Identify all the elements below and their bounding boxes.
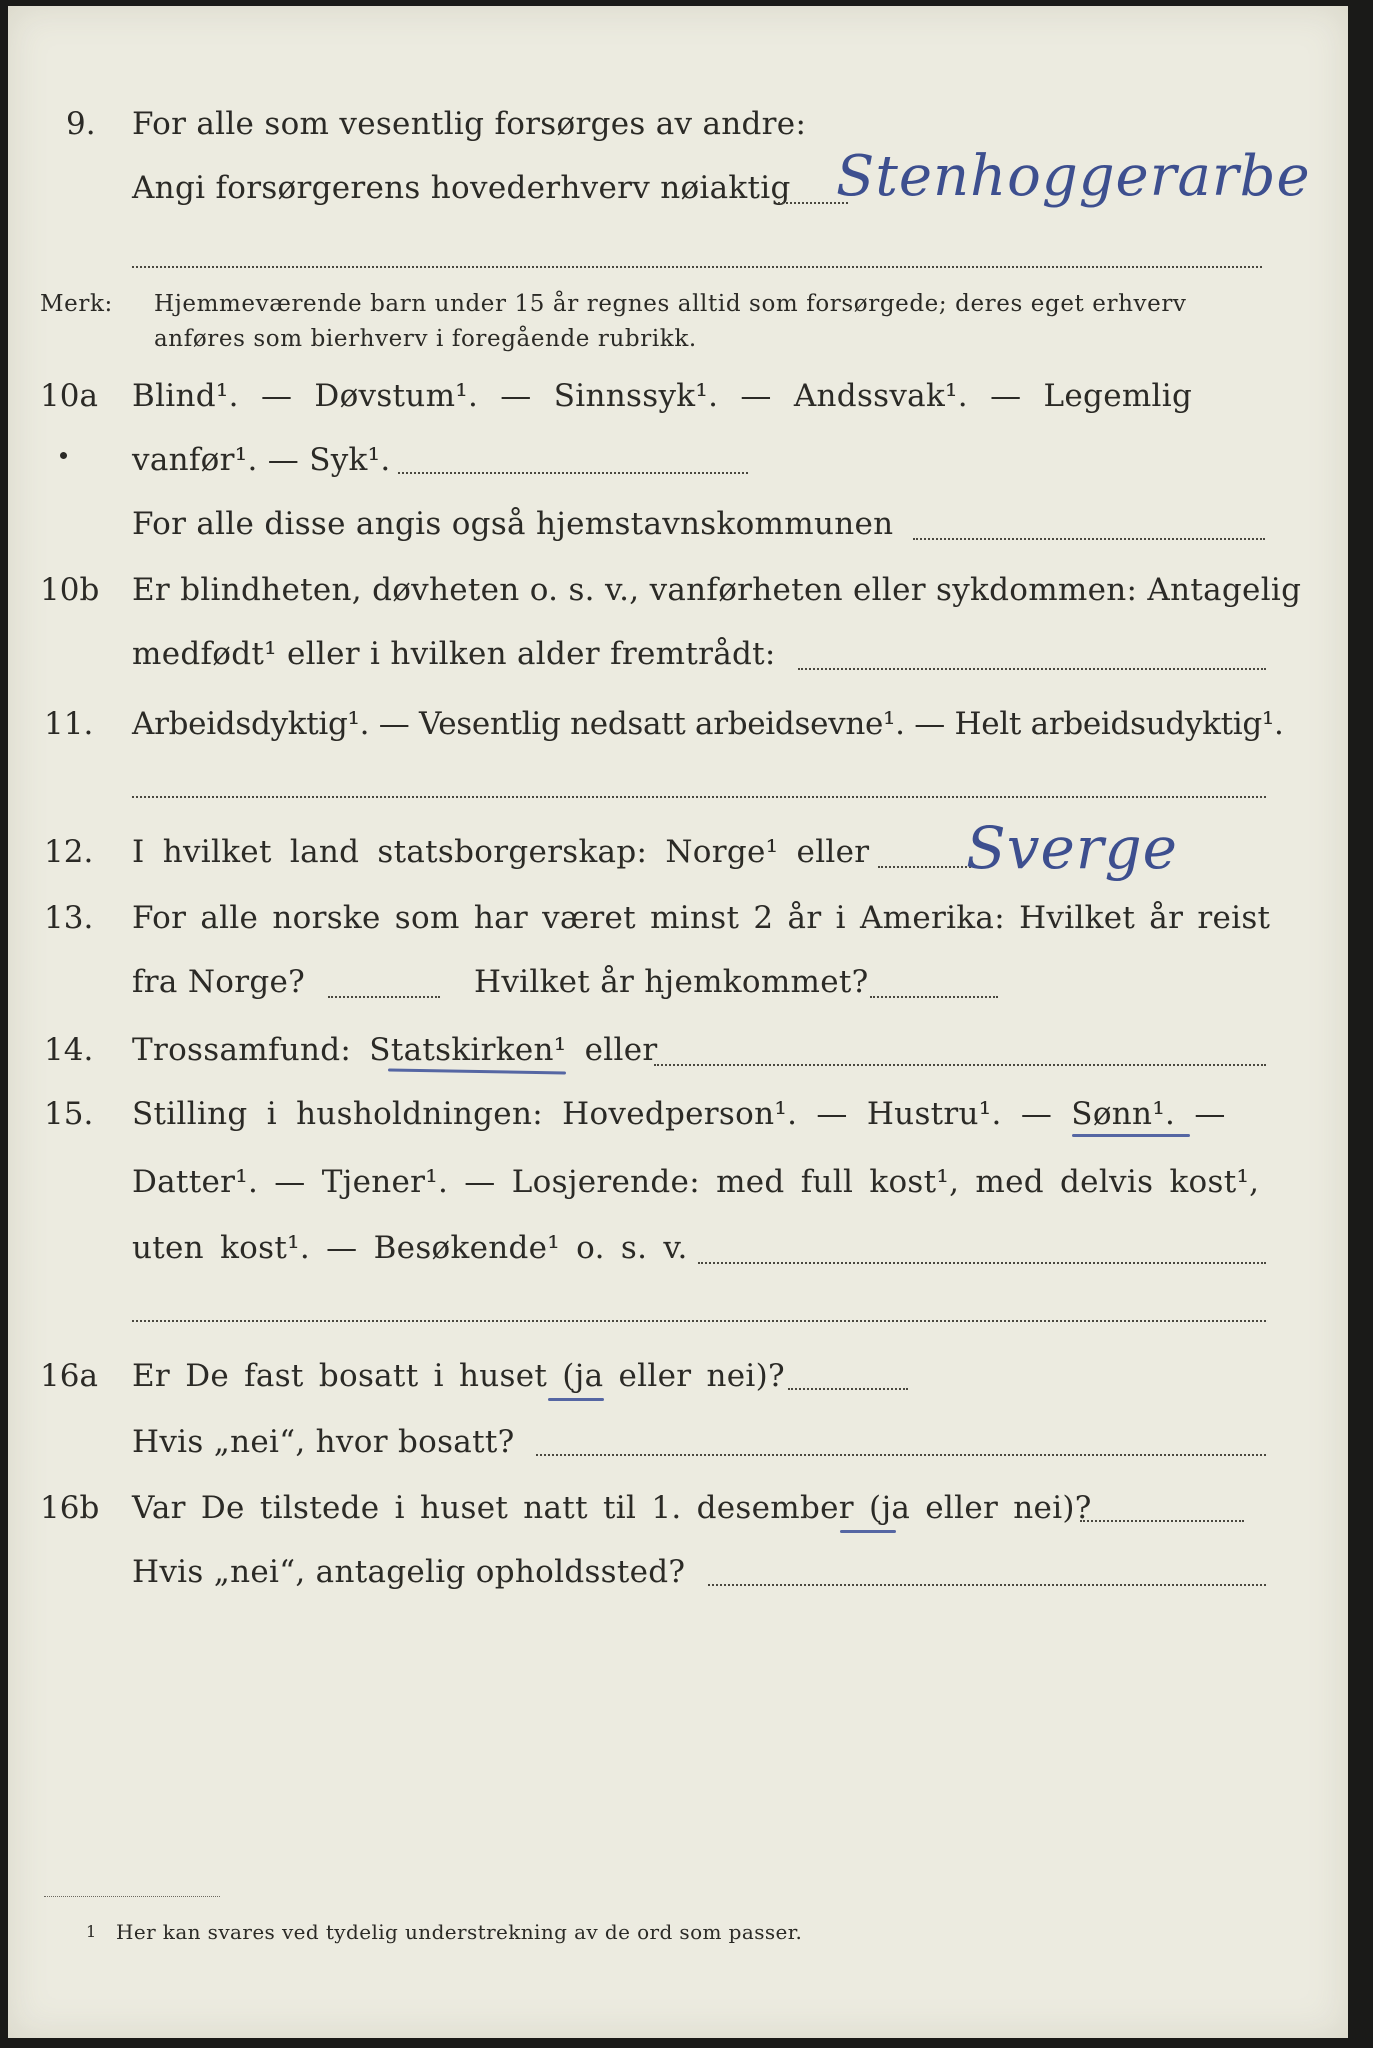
q14-line1: Trossamfund: Statskirken¹ eller <box>132 1032 658 1068</box>
q10b-line1: Er blindheten, døvheten o. s. v., vanførheten eller sykdommen: Antagelig <box>132 572 1302 608</box>
q12-number: 12. <box>44 834 94 870</box>
footnote-text: Her kan svares ved tydelig understrekning av de ord som passer. <box>116 1920 803 1944</box>
q15-underline-sonn <box>1072 1134 1190 1137</box>
q16a-underline-ja <box>548 1398 604 1401</box>
q16b-line1-dots <box>1080 1520 1244 1522</box>
q10a-line3-dots <box>913 538 1265 540</box>
q10a-line2: vanfør¹. — Syk¹. <box>132 442 391 478</box>
q13-line2b: Hvilket år hjemkommet? <box>474 964 869 1000</box>
q15-extra-line <box>132 1320 1266 1322</box>
q15-line1: Stilling i husholdningen: Hovedperson¹. — Hustru¹. — Sønn¹. — <box>132 1096 1226 1132</box>
q16b-line2-dots <box>708 1584 1266 1586</box>
q10a-line3: For alle disse angis også hjemstavnskommunen <box>132 506 894 542</box>
q9-handwritten-answer: Stenhoggerarbe <box>836 144 1311 209</box>
q9-line1: For alle som vesentlig forsørges av andre: <box>132 106 807 142</box>
census-form-page <box>8 6 1348 2038</box>
q13-year-returned-dots <box>870 996 998 998</box>
q10a-line2-dots <box>398 472 748 474</box>
merk-label: Merk: <box>40 291 113 317</box>
q16b-number: 16b <box>40 1490 100 1526</box>
q10b-number: 10b <box>40 572 100 608</box>
q11-extra-line <box>132 796 1266 798</box>
footnote-rule <box>44 1896 220 1897</box>
q15-number: 15. <box>44 1096 94 1132</box>
footnote-mark: 1 <box>86 1922 97 1941</box>
q16b-line1: Var De tilstede i huset natt til 1. desember (ja eller nei)? <box>132 1490 1092 1526</box>
merk-line2: anføres som bierhverv i foregående rubrikk. <box>154 326 697 352</box>
q16b-underline-ja <box>840 1530 896 1533</box>
q10a-number: 10a <box>40 378 98 414</box>
q13-line2a: fra Norge? <box>132 964 306 1000</box>
q12-line1: I hvilket land statsborgerskap: Norge¹ eller <box>132 834 870 870</box>
q9-number: 9. <box>66 106 96 142</box>
q12-handwritten-answer: Sverge <box>966 814 1179 882</box>
q14-dots <box>654 1064 1266 1066</box>
q15-line2: Datter¹. — Tjener¹. — Losjerende: med full kost¹, med delvis kost¹, <box>132 1164 1260 1200</box>
q13-line1: For alle norske som har været minst 2 år i Amerika: Hvilket år reist <box>132 900 1271 936</box>
q14-underline-statskirken <box>388 1068 566 1074</box>
q14-number: 14. <box>44 1032 94 1068</box>
q16b-line2: Hvis „nei“, antagelig opholdssted? <box>132 1554 686 1590</box>
q10a-line1: Blind¹. — Døvstum¹. — Sinnssyk¹. — Andssvak¹. — Legemlig <box>132 378 1193 414</box>
q15-line3: uten kost¹. — Besøkende¹ o. s. v. <box>132 1230 688 1266</box>
q16a-number: 16a <box>40 1358 98 1394</box>
q16a-line2: Hvis „nei“, hvor bosatt? <box>132 1424 515 1460</box>
q9-extra-line <box>132 266 1262 268</box>
q12-answer-line <box>878 866 978 868</box>
q16a-line1-dots <box>788 1388 908 1390</box>
q13-year-left-dots <box>328 996 440 998</box>
q9-line2: Angi forsørgerens hovederhverv nøiaktig <box>132 170 791 206</box>
q13-number: 13. <box>44 900 94 936</box>
margin-mark <box>59 451 68 460</box>
q16a-line2-dots <box>536 1454 1266 1456</box>
q11-number: 11. <box>44 706 94 742</box>
q16a-line1: Er De fast bosatt i huset (ja eller nei)? <box>132 1358 785 1394</box>
merk-line1: Hjemmeværende barn under 15 år regnes alltid som forsørgede; deres eget erhverv <box>154 291 1187 317</box>
q11-line1: Arbeidsdyktig¹. — Vesentlig nedsatt arbeidsevne¹. — Helt arbeidsudyktig¹. <box>132 706 1284 742</box>
q10b-line2: medfødt¹ eller i hvilken alder fremtrådt: <box>132 636 776 672</box>
q10b-line2-dots <box>798 668 1266 670</box>
q15-line3-dots <box>698 1262 1266 1264</box>
